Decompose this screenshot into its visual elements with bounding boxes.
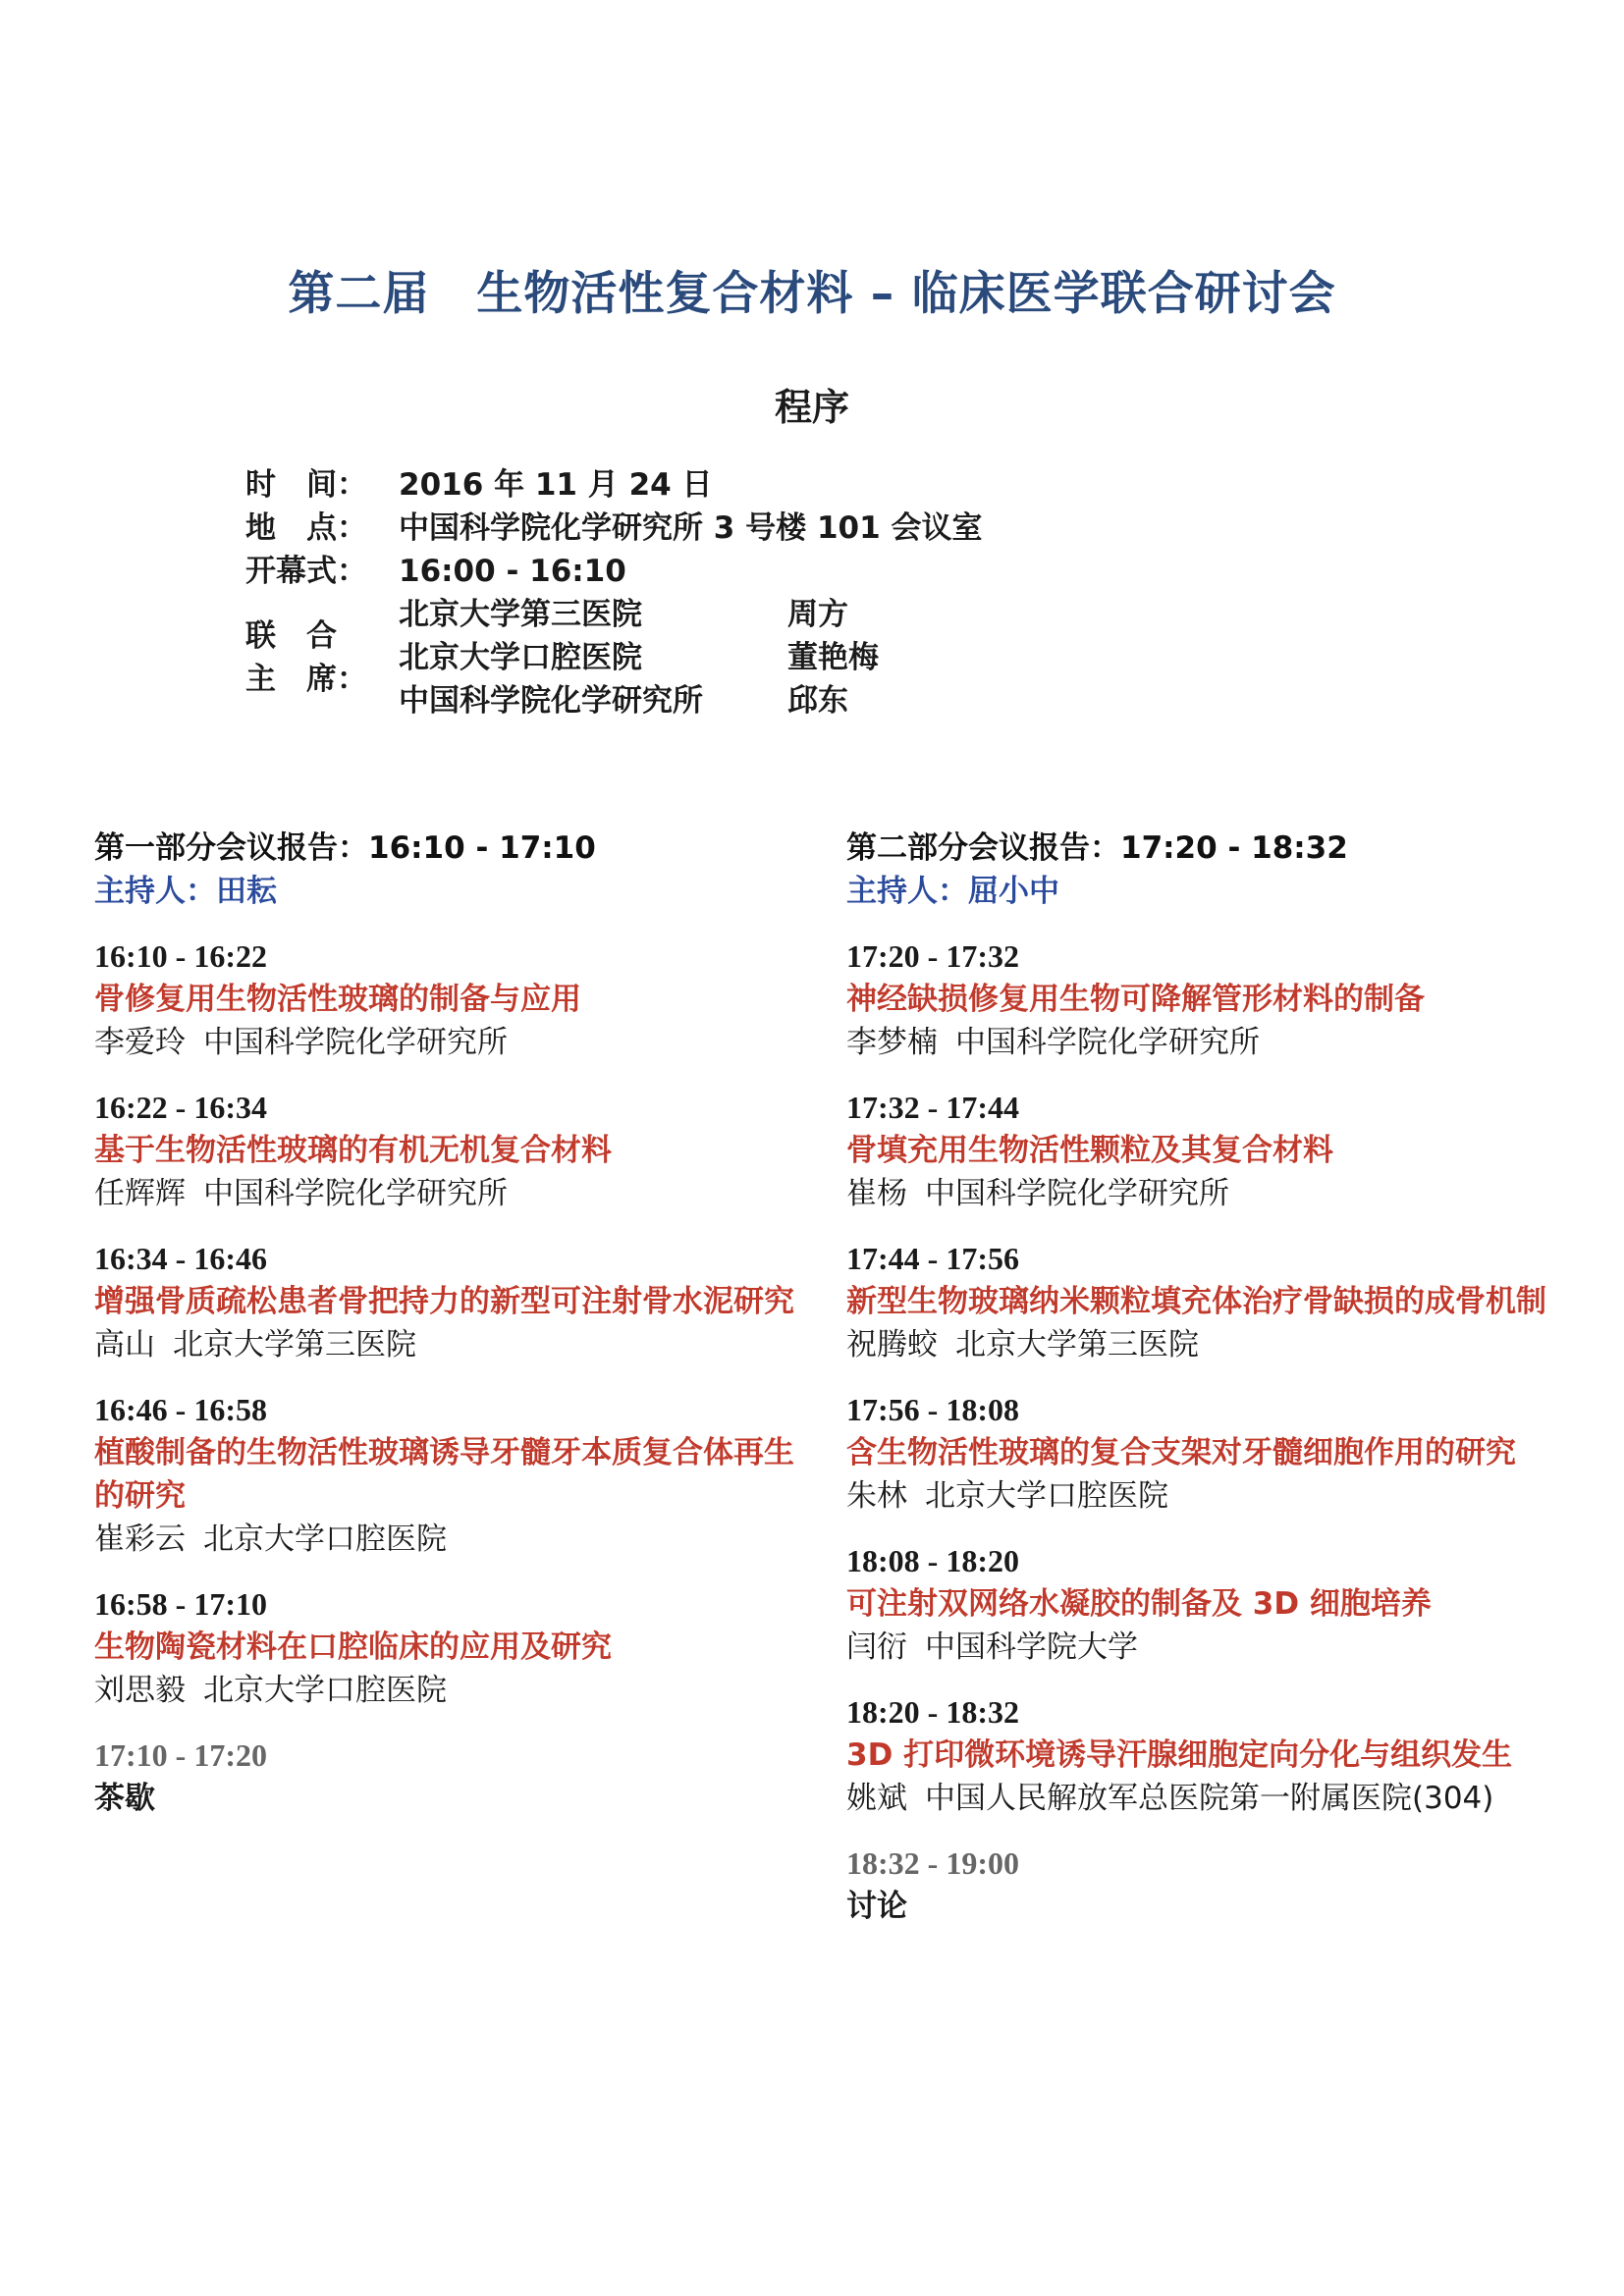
- talk-time: 17:56 - 18:08: [846, 1392, 1019, 1427]
- break-time: 17:10 - 17:20: [94, 1737, 267, 1773]
- chairs-block: [245, 593, 982, 722]
- break-time: 18:32 - 19:00: [846, 1845, 1019, 1881]
- talk-item: [94, 1582, 801, 1712]
- chair-row: [399, 636, 879, 679]
- chair-org: 中国科学院化学研究所: [399, 683, 703, 719]
- talk-speaker-line: [94, 1172, 801, 1215]
- info-place-row: [245, 507, 982, 550]
- talk-item: [846, 1388, 1553, 1518]
- session-moderator: 主持人：屈小中: [846, 874, 1059, 909]
- chair-row: [399, 593, 879, 636]
- talk-time: 16:22 - 16:34: [94, 1090, 267, 1125]
- talk-item: [94, 1237, 801, 1366]
- info-time-label: 时 间：: [245, 467, 367, 503]
- info-time-value: 2016 年 11 月 24 日: [399, 467, 713, 503]
- chairs-label-line-2: 主 席：: [245, 662, 367, 697]
- talk-speaker-line: [846, 1021, 1553, 1064]
- talk-speaker: 刘思毅: [94, 1673, 186, 1708]
- info-opening-label: 开幕式：: [245, 554, 367, 589]
- chair-org: 北京大学第三医院: [399, 597, 642, 632]
- talk-speaker: 朱林: [846, 1478, 907, 1514]
- session-moderator: 主持人：田耘: [94, 874, 277, 909]
- talk-org: 中国科学院化学研究所: [203, 1176, 508, 1211]
- chair-name: 周方: [787, 597, 848, 632]
- talk-title: 植酸制备的生物活性玻璃诱导牙髓牙本质复合体再生的研究: [94, 1435, 794, 1514]
- talk-speaker-line: [94, 1669, 801, 1712]
- talk-speaker: 姚斌: [846, 1781, 907, 1816]
- talk-title: 3D 打印微环境诱导汗腺细胞定向分化与组织发生: [846, 1737, 1513, 1773]
- session-header: 第二部分会议报告：17:20 - 18:32: [846, 830, 1348, 866]
- talk-speaker-line: [94, 1323, 801, 1366]
- info-place-value: 中国科学院化学研究所 3 号楼 101 会议室: [399, 510, 983, 546]
- talk-item: [94, 1086, 801, 1215]
- talk-time: 18:20 - 18:32: [846, 1694, 1019, 1730]
- info-opening-value: 16:00 - 16:10: [399, 554, 626, 589]
- talk-title: 神经缺损修复用生物可降解管形材料的制备: [846, 982, 1425, 1017]
- talk-time: 16:46 - 16:58: [94, 1392, 267, 1427]
- talk-time: 17:44 - 17:56: [846, 1241, 1019, 1276]
- talk-org: 北京大学口腔医院: [925, 1478, 1168, 1514]
- talk-time: 16:10 - 16:22: [94, 938, 267, 974]
- talk-org: 中国人民解放军总医院第一附属医院(304): [925, 1781, 1494, 1816]
- talk-time: 17:32 - 17:44: [846, 1090, 1019, 1125]
- chair-name: 邱东: [787, 683, 848, 719]
- talk-speaker-line: [846, 1474, 1553, 1518]
- talk-speaker: 高山: [94, 1327, 155, 1362]
- info-place-label: 地 点：: [245, 510, 367, 546]
- info-opening-row: [245, 550, 982, 593]
- talk-title: 新型生物玻璃纳米颗粒填充体治疗骨缺损的成骨机制: [846, 1284, 1546, 1319]
- talk-time: 16:34 - 16:46: [94, 1241, 267, 1276]
- talk-speaker-line: [846, 1777, 1553, 1820]
- talk-time: 16:58 - 17:10: [94, 1586, 267, 1622]
- break-label: 茶歇: [94, 1781, 155, 1816]
- talk-org: 中国科学院化学研究所: [203, 1025, 508, 1060]
- talk-org: 中国科学院化学研究所: [925, 1176, 1229, 1211]
- talk-title: 生物陶瓷材料在口腔临床的应用及研究: [94, 1629, 612, 1665]
- talk-org: 中国科学院化学研究所: [955, 1025, 1260, 1060]
- talk-title: 可注射双网络水凝胶的制备及 3D 细胞培养: [846, 1586, 1432, 1622]
- talk-speaker-line: [94, 1021, 801, 1064]
- chair-name: 董艳梅: [787, 640, 879, 675]
- chairs-label: [245, 593, 399, 722]
- talk-speaker: 崔彩云: [94, 1522, 186, 1557]
- talk-item: [846, 1539, 1553, 1669]
- talk-item: [846, 1237, 1553, 1366]
- talk-title: 基于生物活性玻璃的有机无机复合材料: [94, 1133, 612, 1168]
- talk-org: 北京大学口腔医院: [203, 1522, 447, 1557]
- talk-time: 17:20 - 17:32: [846, 938, 1019, 974]
- page-title: 第二届 生物活性复合材料 – 临床医学联合研讨会: [288, 267, 1336, 321]
- talk-speaker: 李爱玲: [94, 1025, 186, 1060]
- talk-speaker-line: [846, 1323, 1553, 1366]
- session-header: 第一部分会议报告：16:10 - 17:10: [94, 830, 596, 866]
- session-2-column: [846, 827, 1553, 1949]
- page-subtitle: 程序: [774, 386, 849, 429]
- talk-org: 中国科学院大学: [925, 1629, 1138, 1665]
- session-1-column: [94, 827, 801, 1842]
- chair-row: [399, 679, 879, 722]
- talk-speaker-line: [94, 1518, 801, 1561]
- talk-speaker-line: [846, 1172, 1553, 1215]
- chair-org: 北京大学口腔医院: [399, 640, 642, 675]
- break-label: 讨论: [846, 1889, 907, 1924]
- talk-item: [846, 1690, 1553, 1820]
- chairs-label-line-1: 联 合: [245, 618, 337, 654]
- talk-speaker-line: [846, 1626, 1553, 1669]
- talk-item: [94, 1388, 801, 1561]
- talk-title: 增强骨质疏松患者骨把持力的新型可注射骨水泥研究: [94, 1284, 794, 1319]
- talk-item: [846, 934, 1553, 1064]
- talk-speaker: 崔杨: [846, 1176, 907, 1211]
- talk-org: 北京大学第三医院: [955, 1327, 1199, 1362]
- talk-time: 18:08 - 18:20: [846, 1543, 1019, 1578]
- talk-speaker: 闫衍: [846, 1629, 907, 1665]
- talk-speaker: 任辉辉: [94, 1176, 186, 1211]
- talk-title: 骨填充用生物活性颗粒及其复合材料: [846, 1133, 1333, 1168]
- break-item: [846, 1842, 1553, 1928]
- talk-speaker: 李梦楠: [846, 1025, 938, 1060]
- talk-speaker: 祝腾蛟: [846, 1327, 938, 1362]
- talk-title: 含生物活性玻璃的复合支架对牙髓细胞作用的研究: [846, 1435, 1516, 1470]
- talk-item: [94, 934, 801, 1064]
- meeting-info: [245, 463, 982, 722]
- chair-list: [399, 593, 879, 722]
- talk-org: 北京大学第三医院: [173, 1327, 416, 1362]
- talk-item: [846, 1086, 1553, 1215]
- talk-title: 骨修复用生物活性玻璃的制备与应用: [94, 982, 581, 1017]
- info-time-row: [245, 463, 982, 507]
- talk-org: 北京大学口腔医院: [203, 1673, 447, 1708]
- break-item: [94, 1734, 801, 1820]
